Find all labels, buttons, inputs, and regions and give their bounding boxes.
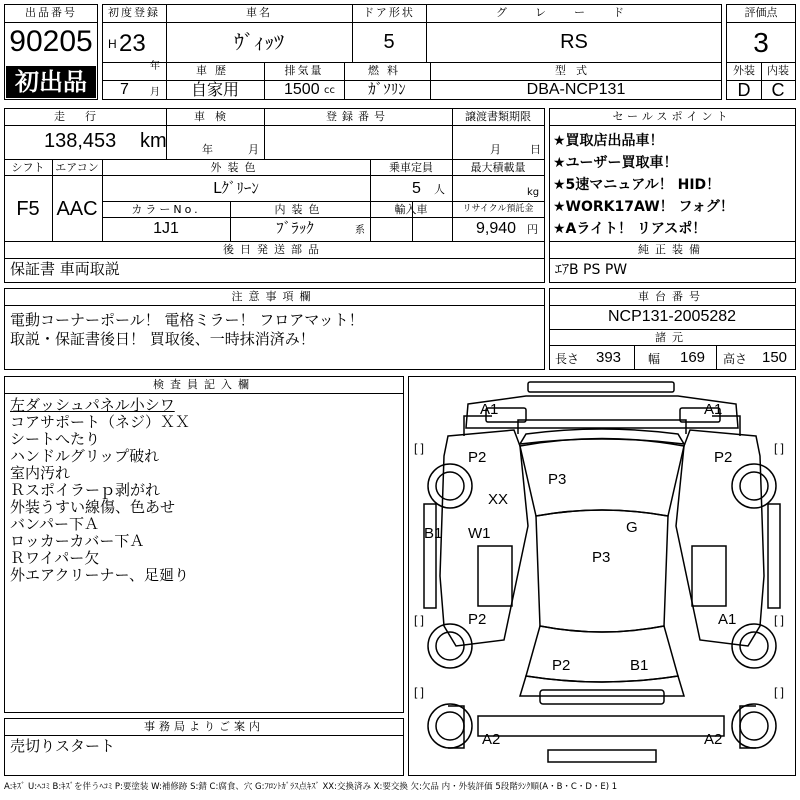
score: 3 — [753, 27, 769, 58]
era: H — [108, 37, 117, 51]
equipment: ｴｱB PS PW — [555, 262, 628, 278]
mark-a1-rear-right: A1 — [718, 611, 737, 628]
transfer-day-unit: 日 — [530, 143, 541, 156]
first-listing-badge: 初出品 — [6, 66, 96, 98]
mark-p2-front-left: P2 — [468, 449, 487, 466]
mileage-unit: km — [140, 130, 167, 152]
bracket-fl: [ ] — [414, 441, 425, 455]
mark-g-glass: G — [626, 519, 638, 536]
mark-b1-trunk: B1 — [630, 657, 649, 674]
ext-color: Lｸﾞﾘｰﾝ — [213, 179, 259, 197]
inspector-note: Ｒスポイラーｐ剥がれ — [10, 481, 161, 499]
mileage-label: 走行 — [54, 110, 116, 123]
displacement: 1500 — [284, 81, 320, 98]
notes-text — [10, 311, 364, 349]
later-parts-label: 後日発送部品 — [223, 243, 325, 256]
mark-p2-trunk: P2 — [552, 657, 571, 674]
import-label: 輸入車 — [394, 203, 428, 216]
fuel: ｶﾞｿﾘﾝ — [368, 80, 406, 98]
mark-p3-hood: P3 — [548, 471, 567, 488]
displacement-label: 排気量 — [284, 64, 324, 77]
reg-month: 7 — [120, 81, 129, 98]
inspector-label: 検査員記入欄 — [153, 378, 255, 391]
inspector-note: コアサポート（ネジ）ＸＸ — [10, 413, 191, 431]
reg-number-label: 登録番号 — [326, 110, 390, 123]
height-label: 高さ — [723, 352, 748, 366]
office-label: 事務局よりご案内 — [144, 720, 264, 733]
mark-xx: XX — [488, 491, 509, 508]
inspector-note: ロッカーカバー下Ａ — [10, 532, 145, 550]
later-parts: 保証書 車両取説 — [10, 260, 120, 278]
bracket-rr: [ ] — [774, 613, 785, 627]
car-diagram — [408, 376, 796, 776]
chassis-number: NCP131-2005282 — [607, 308, 737, 325]
recycle-label: リサイクル預託金 — [462, 204, 534, 214]
fuel-label: 燃料 — [368, 64, 406, 77]
reg-year-unit: 年 — [150, 61, 160, 72]
lot-number-label: 出品番号 — [25, 6, 77, 19]
transfer-month-unit: 月 — [490, 143, 501, 156]
shift: F5 — [16, 198, 40, 220]
aircon-label: エアコン — [55, 161, 99, 174]
length-label: 長さ — [555, 352, 580, 366]
inspector-note: 外エアクリーナー、足廻り — [10, 566, 189, 584]
inspector-note: シートへたり — [10, 430, 101, 448]
recycle-unit: 円 — [527, 223, 538, 236]
color-no: 1J1 — [153, 220, 179, 237]
car-outline — [424, 382, 780, 762]
sales-point: ★Aライト！ リアスポ！ — [553, 221, 707, 237]
chassis-label: 車台番号 — [638, 290, 706, 303]
aircon: AAC — [56, 198, 98, 220]
inspection-label: 車検 — [194, 110, 236, 123]
inspector-note: ハンドルグリップ破れ — [10, 447, 160, 465]
mark-p2-rear-left: P2 — [468, 611, 487, 628]
door-type: 5 — [383, 31, 395, 53]
capacity: 5 — [412, 180, 421, 197]
inspector-note: Ｒワイパー欠 — [10, 549, 100, 567]
score-label: 評価点 — [744, 6, 778, 19]
mark-a2-right: A2 — [704, 731, 723, 748]
mark-p2-front-right: P2 — [714, 449, 733, 466]
max-load-label: 最大積載量 — [470, 161, 526, 174]
inspector-note: 左ダッシュパネル小シワ — [10, 396, 175, 414]
inspection-month-unit: 月 — [248, 143, 259, 156]
color-no-label: カラーNo. — [131, 203, 201, 216]
int-color-unit: 系 — [355, 225, 365, 236]
mark-p3-roof: P3 — [592, 549, 611, 566]
history: 自家用 — [190, 80, 240, 99]
interior-label: 内装 — [767, 64, 789, 77]
bracket-bl: [ ] — [414, 685, 425, 699]
sales-point: ★買取店出品車！ — [553, 133, 664, 149]
inspection-year-unit: 年 — [202, 143, 213, 156]
sales-point: ★5速マニュアル！ HID！ — [553, 177, 721, 193]
mark-a1-left: A1 — [480, 401, 499, 418]
shift-label: シフト — [11, 161, 45, 174]
inspector-note: 室内汚れ — [10, 464, 71, 482]
bracket-rl: [ ] — [414, 613, 425, 627]
sales-points-list — [553, 130, 734, 240]
mileage: 138,453 — [44, 130, 117, 152]
width-label: 幅 — [648, 352, 661, 366]
notes-label: 注意事項欄 — [231, 290, 317, 303]
sales-points-label: セールスポイント — [612, 110, 732, 123]
mark-a1-right: A1 — [704, 401, 723, 418]
exterior-grade: D — [737, 80, 751, 100]
bracket-fr: [ ] — [774, 441, 785, 455]
recycle-fee: 9,940 — [476, 220, 517, 237]
inspector-notes — [10, 397, 190, 584]
lot-number: 90205 — [9, 25, 93, 58]
reg-month-unit: 月 — [150, 87, 160, 98]
grade: RS — [560, 31, 588, 53]
length: 393 — [596, 349, 622, 366]
car-name: ｳﾞｨｯﾂ — [234, 30, 284, 54]
max-load-unit: kg — [527, 187, 540, 198]
transfer-deadline-label: 譲渡書類期限 — [465, 110, 531, 123]
interior-grade: C — [771, 80, 785, 100]
history-label: 車歴 — [196, 64, 234, 77]
note-line: 電動コーナーポール！ 電格ミラー！ フロアマット！ — [10, 311, 364, 329]
office-notice: 売切りスタート — [10, 737, 116, 755]
first-reg-label: 初度登録 — [108, 6, 160, 19]
int-color-label: 内装色 — [274, 203, 326, 216]
inspector-note: バンパー下Ａ — [10, 515, 99, 533]
mark-a2-left: A2 — [482, 731, 501, 748]
reg-year: 23 — [119, 30, 146, 57]
displacement-unit: cc — [324, 85, 335, 96]
mark-w1: W1 — [468, 525, 491, 542]
bracket-br: [ ] — [774, 685, 785, 699]
car-name-label: 車名 — [246, 6, 272, 19]
capacity-label: 乗車定員 — [389, 161, 433, 174]
legend: A:ｷｽﾞ U:ﾍｺﾐ B:ｷｽﾞを伴うﾍｺﾐ P:要塗装 W:補修跡 S:錆 C:腐食、穴 G:ﾌﾛﾝﾄｶﾞﾗｽ点ｷｽﾞ XX:交換済み X:要交換 欠:欠品 内・外装評価 5段階ﾗﾝｸ順(A・B・C・D・E) 1 — [4, 782, 618, 792]
mark-b1-left: B1 — [424, 525, 443, 542]
model-label: 型式 — [555, 64, 597, 77]
note-line: 取説・保証書後日！ 買取後、一時抹消済み！ — [10, 330, 315, 348]
height: 150 — [762, 349, 788, 366]
inspector-note: 外装うすい線傷、色あせ — [10, 498, 176, 516]
model: DBA-NCP131 — [526, 81, 626, 98]
exterior-label: 外装 — [733, 64, 755, 77]
grade-label: グレード — [496, 6, 652, 19]
int-color: ﾌﾞﾗｯｸ — [276, 219, 314, 237]
sales-point: ★WORK17AW！ フォグ！ — [553, 199, 734, 215]
ext-color-label: 外装色 — [210, 161, 262, 174]
capacity-unit: 人 — [434, 183, 445, 196]
width: 169 — [680, 349, 706, 366]
door-type-label: ドア形状 — [363, 6, 415, 19]
specs-label: 諸元 — [655, 331, 689, 344]
equipment-label: 純正装備 — [638, 243, 706, 256]
sales-point: ★ユーザー買取車！ — [553, 155, 678, 171]
